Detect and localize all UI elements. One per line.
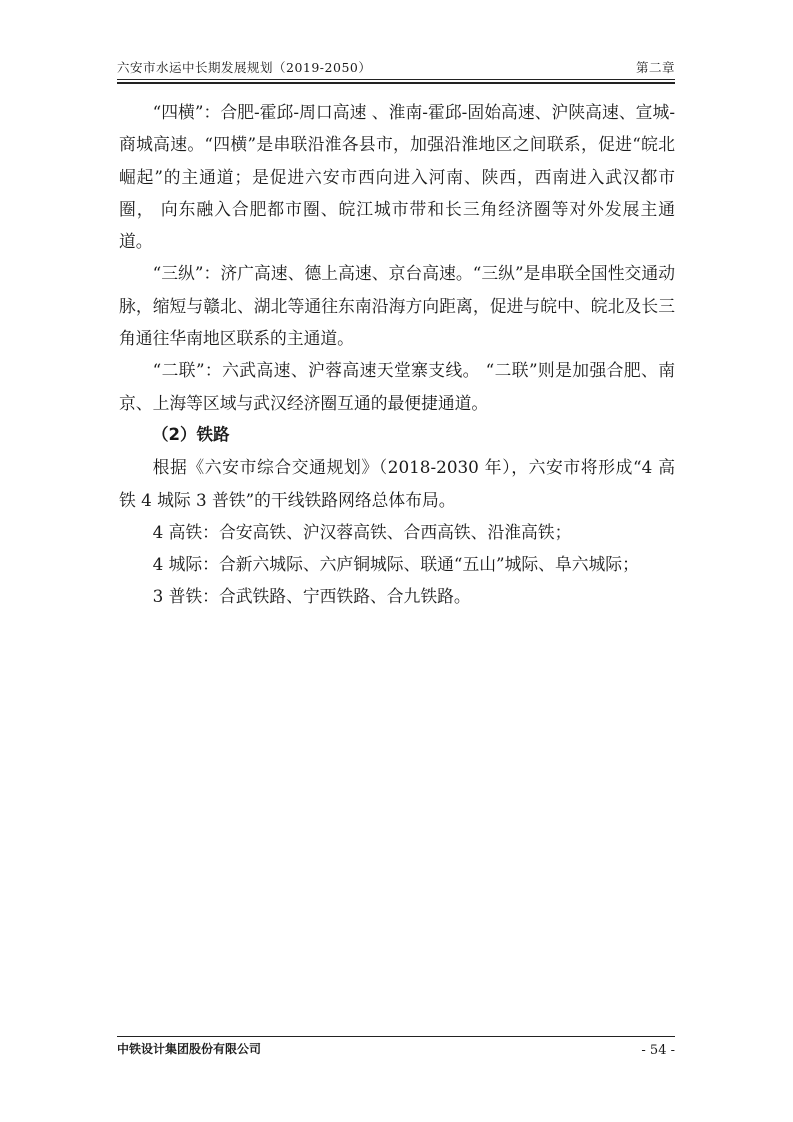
page-header xyxy=(117,58,675,76)
document-title: 六安市水运中长期发展规划（2019-2050） xyxy=(117,60,372,75)
page-number: - 54 - xyxy=(641,1043,675,1058)
paragraph-two-links: “二联”：六武高速、沪蓉高速天堂寨支线。 “二联”则是加强合肥、南京、上海等区域与武汉经济圈互通的最便捷通道。 xyxy=(119,360,675,413)
footer-rule xyxy=(117,1036,675,1037)
section-heading-railway: （2）铁路 xyxy=(152,424,230,444)
main-content xyxy=(119,96,675,613)
paragraph-conventional-rail: 3 普铁：合武铁路、宁西铁路、合九铁路。 xyxy=(152,586,471,607)
paragraph-high-speed-rail: 4 高铁：合安高铁、沪汉蓉高铁、合西高铁、沿淮高铁； xyxy=(152,521,572,542)
paragraph-four-horizontal: “四横”：合肥-霍邱-周口高速 、淮南-霍邱-固始高速、沪陕高速、宣城-商城高速。“四横”是串联沿淮各县市，加强沿淮地区之间联系，促进“皖北崛起”的主通道；是促进六安市西向进入河南、陕西，西南进入武汉都市圈， 向东融入合肥都市圈、皖江城市带和长三角经济圈等对外发展主通道。 xyxy=(119,102,675,252)
header-rule-thick xyxy=(117,82,675,84)
chapter-label: 第二章 xyxy=(635,60,675,75)
paragraph-railway-plan: 根据《六安市综合交通规划》（2018-2030 年），六安市将形成“4 高铁 4 城际 3 普铁”的干线铁路网络总体布局。 xyxy=(119,457,675,510)
paragraph-three-vertical: “三纵”：济广高速、德上高速、京台高速。“三纵”是串联全国性交通动脉，缩短与赣北、湖北等通往东南沿海方向距离，促进与皖中、皖北及长三角通往华南地区联系的主通道。 xyxy=(119,263,675,349)
header-rule-thin xyxy=(117,79,675,80)
footer-company-name: 中铁设计集团股份有限公司 xyxy=(117,1042,262,1056)
paragraph-intercity-rail: 4 城际：合新六城际、六庐铜城际、联通“五山”城际、阜六城际； xyxy=(152,554,639,575)
